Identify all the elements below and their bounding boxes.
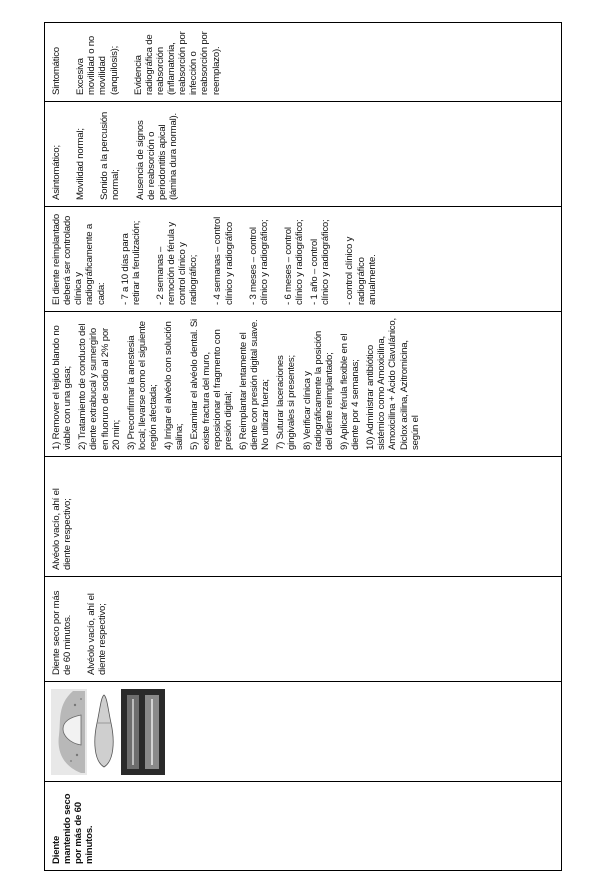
followup-line: - 1 año – control clínico y radiográfico; (309, 219, 332, 305)
treatment-table (44, 22, 562, 871)
treatment-step: 1) Remover el tejido blando no viable con una gasa; (51, 325, 74, 450)
followup-line: - 6 meses – control clínico y radiográfico; (282, 219, 305, 305)
treatment-step: 5) Examinar el alvéolo dental. Si existe fractura del muro, reposicionar el fragmento con presión digital; (189, 319, 234, 450)
favorable-line: Movilidad normal; (75, 128, 87, 200)
favorable-line: Sonido a la percusión normal; (99, 111, 122, 200)
images-cell (45, 682, 562, 782)
treatment-step: 8) Verificar clínica y radiográficamente la posición del diente reimplantado; (301, 331, 335, 450)
unfavorable-line: Sintomático (51, 47, 62, 95)
followup-line: - 7 a 10 días para retirar la ferulización; (119, 220, 142, 305)
radiographic-findings-cell (45, 457, 562, 577)
followup-line: - 3 meses – control clínico y radiográfico; (247, 219, 270, 305)
treatment-step: 6) Reimplantar lentamente el diente con presión digital suave. No utilizar fuerza; (237, 319, 272, 450)
document-page (44, 23, 562, 871)
treatment-step: 2) Tratamiento de conducto del diente extrabucal y sumergirlo en fluoruro de sodio al 2% por 20 min; (77, 323, 122, 450)
treatment-step: 7) Suturar laceraciones gingivales si presentes; (275, 355, 298, 450)
unfavorable-line: Excesiva movilidad o no movilidad (anquilosis); (75, 35, 120, 95)
case-title-cell (45, 782, 562, 871)
treatment-step: 9) Aplicar férula flexible en el diente por 4 semanas; (338, 333, 361, 450)
treatment-step: 10) Administrar antibiótico sistémico como Amoxicilina, Amoxicilina + Ácido Clavulánico, Diclox acilina, Azitromicina, según el (365, 318, 421, 450)
case-title: Diente mantenido seco por más de 60 minutos. (51, 793, 96, 864)
tooth-socket-illustration-icon (51, 689, 87, 775)
tooth-illustration-icon (91, 689, 117, 775)
followup-line: El diente reimplantado deberá ser controlado clínica y radiográficamente a cada: (51, 213, 107, 305)
unfavorable-outcome-cell (45, 23, 562, 102)
treatment-step: 4) Irrigar el alvéolo con solución salina; (163, 321, 186, 450)
treatment-cell (45, 312, 562, 457)
clinical-line-2: Alvéolo vacío, ahí el diente respectivo; (86, 593, 109, 675)
followup-line: - control clínico y radiográfico anualmente. (344, 236, 378, 305)
unfavorable-line: Evidencia radiográfica de reabsorción (inflamatoria, reabsorción por infección o reabsorción por reemplazo). (132, 31, 222, 95)
dental-radiograph-icon (121, 689, 165, 775)
followup-cell (45, 207, 562, 312)
favorable-line: Ausencia de signos de reabsorción o periodontitis apical (lámina dura normal). (134, 113, 179, 200)
radiographic-line-1: Alvéolo vacío, ahí el diente respectivo; (51, 488, 74, 570)
favorable-outcome-cell (45, 102, 562, 207)
followup-line: - 2 semanas – remoción de férula y control clínico y radiográfico; (154, 222, 200, 305)
favorable-line: Asintomático; (51, 145, 62, 200)
table-row (45, 23, 562, 871)
treatment-step: 3) Preconfirmar la anestesia local; llevarse como el siguiente región afectada; (125, 321, 159, 450)
clinical-findings-cell (45, 577, 562, 682)
followup-line: - 4 semanas – control clínico y radiográfico (212, 216, 235, 305)
clinical-line-1: Diente seco por más de 60 minutos. (51, 590, 74, 675)
